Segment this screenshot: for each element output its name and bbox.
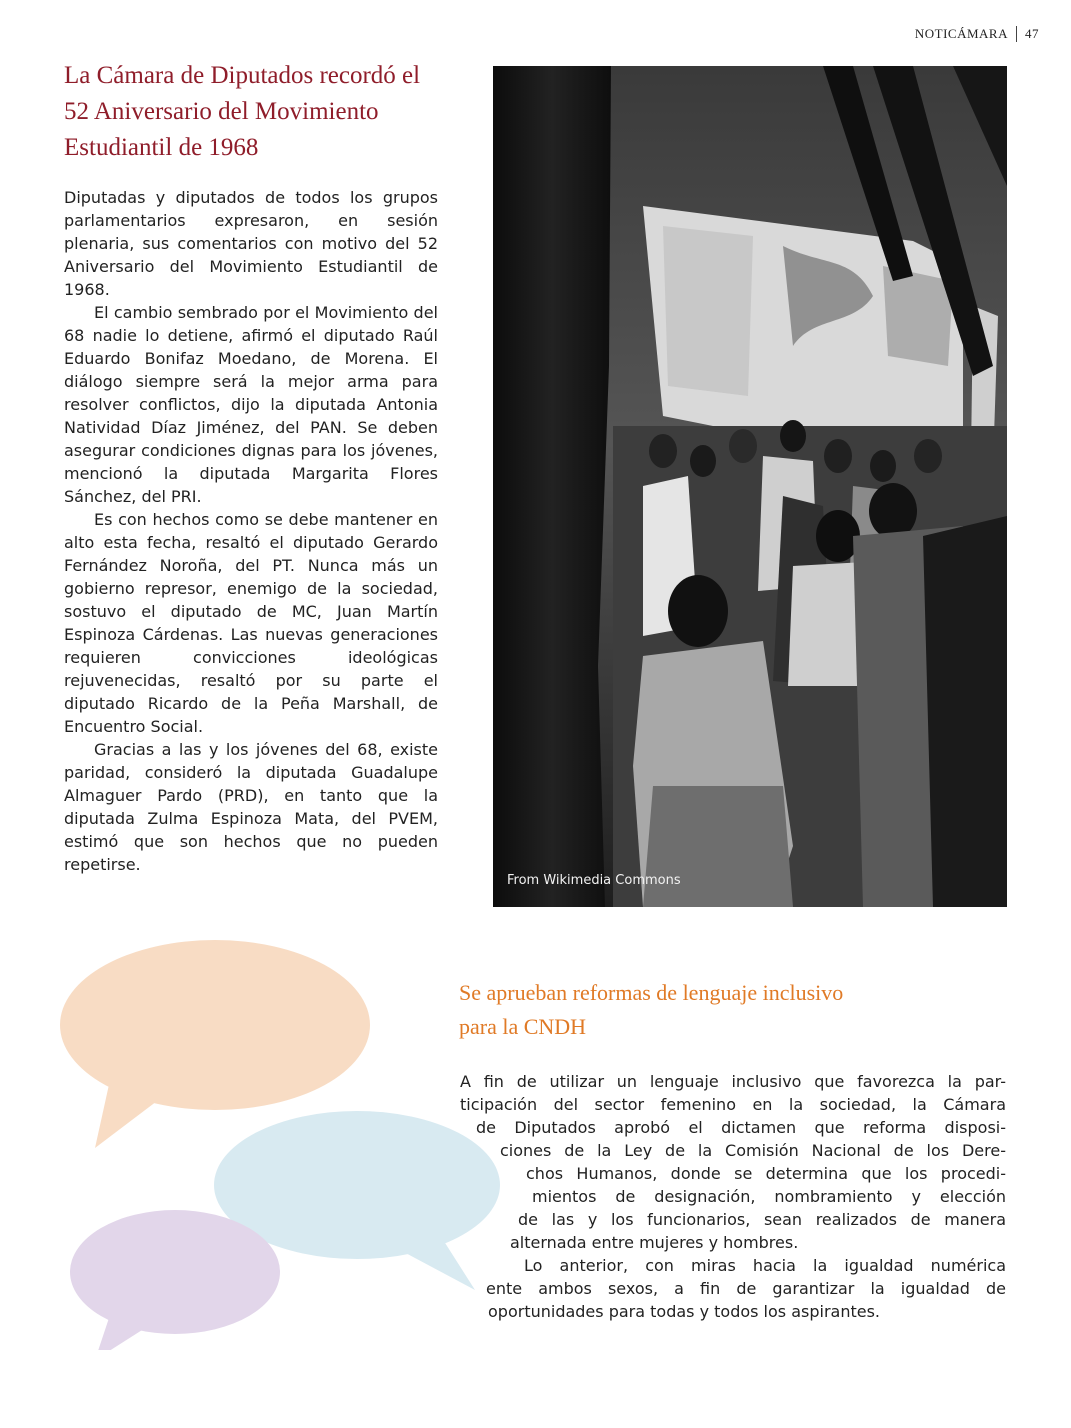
- text-line: ente ambos sexos, a fin de garantizar la igualdad de: [486, 1279, 1006, 1298]
- magazine-name: NOTICÁMARA: [914, 26, 1008, 41]
- paragraph: Gracias a las y los jóvenes del 68, existe paridad, consideró la diputada Guadalupe Almaguer Pardo (PRD), en tanto que la diputada Zulma Espinoza Mata, del PVEM, estimó que son hechos que no pueden repetirse.: [64, 740, 438, 874]
- photo-caption: From Wikimedia Commons: [507, 873, 681, 888]
- header-divider: [1016, 26, 1017, 42]
- text-line: de las y los funcionarios, sean realizados de manera: [518, 1210, 1006, 1229]
- title-line: Se aprueban reformas de lenguaje inclusivo: [459, 980, 844, 1005]
- text-line: oportunidades para todas y todos los aspirantes.: [488, 1302, 881, 1321]
- text-line: ticipación del sector femenino en la sociedad, la Cámara: [460, 1095, 1006, 1114]
- article-body: [64, 186, 438, 876]
- title-line: para la CNDH: [459, 1014, 587, 1039]
- protest-photo: [493, 66, 1007, 907]
- page-header: [915, 26, 1039, 42]
- text-line: Lo anterior, con miras hacia la igualdad numérica: [524, 1256, 1006, 1275]
- article-body: [456, 1070, 1006, 1323]
- text-line: alternada entre mujeres y hombres.: [510, 1233, 799, 1252]
- article-title: La Cámara de Diputados recordó el 52 Aniversario del Movimiento Estudiantil de 1968: [64, 62, 421, 161]
- text-line: de Diputados aprobó el dictamen que reforma disposi-: [476, 1118, 1006, 1137]
- text-line: mientos de designación, nombramiento y elección: [532, 1187, 1006, 1206]
- text-line: chos Humanos, donde se determina que los procedi-: [526, 1164, 1006, 1183]
- text-line: ciones de la Ley de la Comisión Nacional de los Dere-: [500, 1141, 1006, 1160]
- page-number: 47: [1025, 26, 1039, 41]
- paragraph: Es con hechos como se debe mantener en alto esta fecha, resaltó el diputado Gerardo Fernández Noroña, del PT. Nunca más un gobierno represor, enemigo de la sociedad, sostuvo el diputado de MC, Juan Martín Espinoza Cárdenas. Las nuevas generaciones requieren convicciones ideológicas rejuvenecidas, resaltó por su parte el diputado Ricardo de la Peña Marshall, de Encuentro Social.: [64, 510, 438, 736]
- paragraph: El cambio sembrado por el Movimiento del 68 nadie lo detiene, afirmó el diputado Raúl Eduardo Bonifaz Moedano, de Morena. El diálogo siempre será la mejor arma para resolver conflictos, dijo la diputada Antonia Natividad Díaz Jiménez, del PAN. Se deben asegurar condiciones dignas para los jóvenes, mencionó la diputada Margarita Flores Sánchez, del PRI.: [64, 303, 438, 506]
- lavender-speech-bubble-icon: [70, 1210, 280, 1350]
- text-line: A fin de utilizar un lenguaje inclusivo que favorezca la par-: [460, 1072, 1006, 1091]
- paragraph: Diputadas y diputados de todos los grupos parlamentarios expresaron, en sesión plenaria, sus comentarios con motivo del 52 Aniversario del Movimiento Estudiantil de 1968.: [64, 188, 438, 299]
- article-title: [459, 976, 979, 1044]
- photo-illustration: [493, 66, 1007, 907]
